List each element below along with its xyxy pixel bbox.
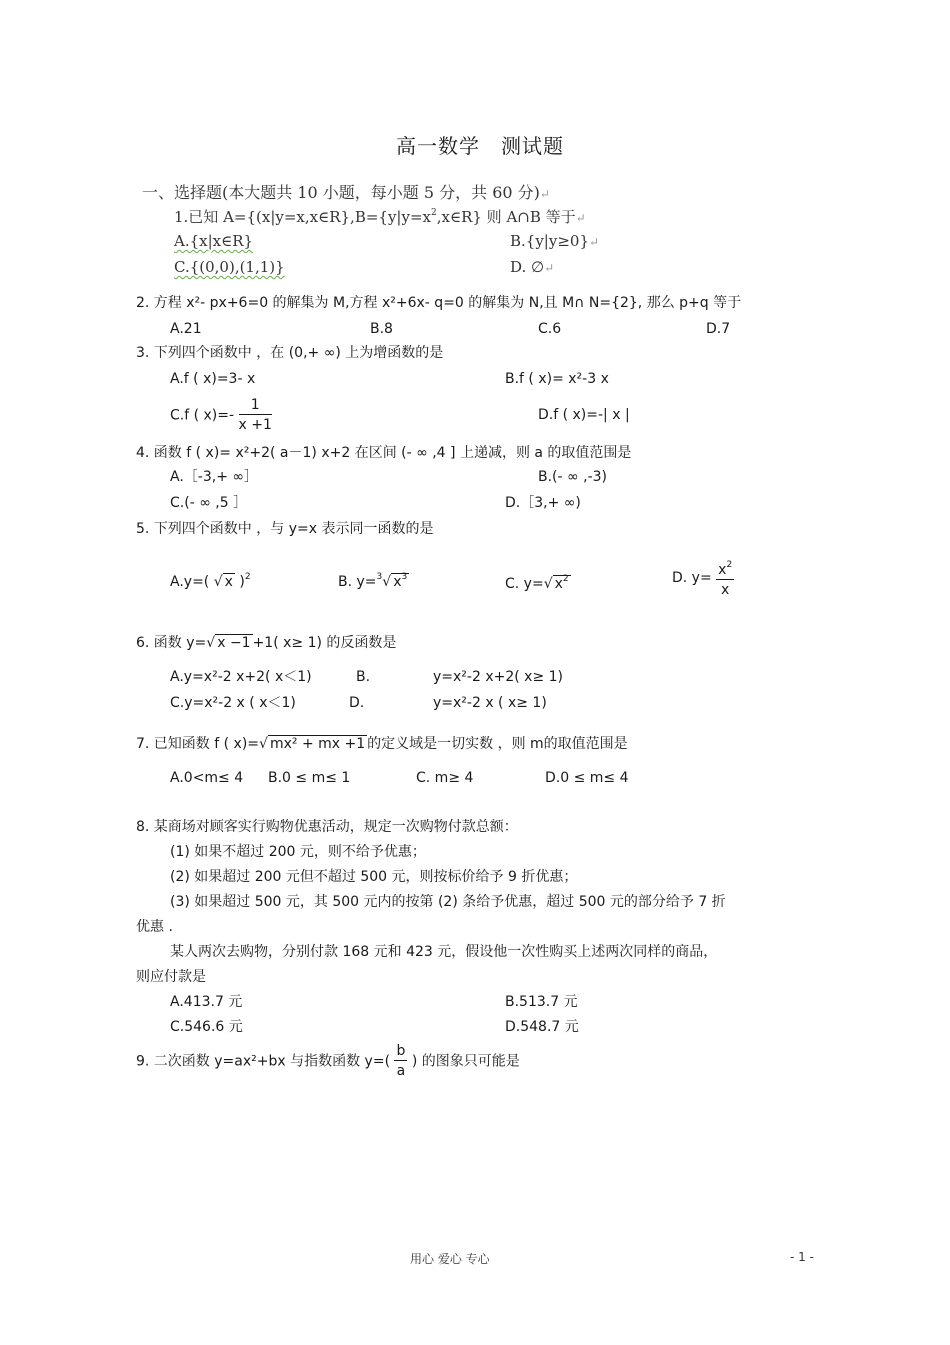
q5-option-a-prefix: A.y=( xyxy=(170,574,210,590)
q8-rule-2: (2) 如果超过 200 元但不超过 500 元，则按标价给予 9 折优惠； xyxy=(170,869,578,885)
q8-stem: 8. 某商场对顾客实行购物优惠活动，规定一次购物付款总额： xyxy=(136,819,518,835)
q6-stem-suffix: +1( x≥ 1) 的反函数是 xyxy=(252,635,397,651)
q9-stem xyxy=(136,1042,520,1081)
q7-stem-prefix: 7. 已知函数 f ( x)= xyxy=(136,736,260,752)
sqrt-radicand: x xyxy=(224,574,233,590)
q5-stem: 5. 下列四个函数中 ，与 y=x 表示同一函数的是 xyxy=(136,521,434,537)
q4-option-a: A.［-3,+ ∞］ xyxy=(170,469,259,485)
q5-option-d xyxy=(672,556,734,600)
q6-option-d: y=x²-2 x ( x≥ 1) xyxy=(433,695,547,711)
q3-option-c-prefix: C.f ( x)=- xyxy=(170,407,235,424)
q7-stem: 7. 已知函数 f ( x)=√ mx² + mx +1 的定义域是一切实数 ，则 m的取值范围是 xyxy=(136,736,628,752)
fraction-numerator xyxy=(716,556,734,580)
q8-rule-3-cont: 优惠 . xyxy=(136,919,173,935)
q8-rule-1: (1) 如果不超过 200 元，则不给予优惠； xyxy=(170,844,426,860)
q5-option-b: B. y=$^3$√ $x^3$ xyxy=(338,572,408,590)
q1-option-d-text: D. ∅ xyxy=(510,258,545,276)
q1-stem-part-c: ,x∈R} 则 A∩B 等于 xyxy=(436,208,576,226)
footer-motto: 用心 爱心 专心 xyxy=(410,1252,490,1266)
q5-option-a-suffix: ) xyxy=(239,574,245,590)
q9-stem-suffix: ) 的图象只可能是 xyxy=(411,1053,520,1070)
q8-option-a: A.413.7 元 xyxy=(170,994,243,1010)
q5-option-c: C. y=√ $x^2$ xyxy=(505,574,569,592)
q4-option-b: B.(- ∞ ,-3) xyxy=(538,469,608,485)
radicand-base: x xyxy=(554,576,563,592)
q7-stem-suffix: 的定义域是一切实数 ，则 m的取值范围是 xyxy=(367,736,628,752)
section-heading-text: 一、选择题(本大题共 10 小题，每小题 5 分，共 60 分) xyxy=(142,183,540,202)
q8-option-b: B.513.7 元 xyxy=(505,994,578,1010)
exponent: 2 xyxy=(562,574,569,584)
page-number: - 1 - xyxy=(790,1250,814,1264)
q1-stem xyxy=(174,206,586,227)
q3-option-c xyxy=(170,396,272,435)
sqrt-radicand: x −1 xyxy=(217,635,251,651)
q6-option-b-label: B. xyxy=(356,669,371,685)
q2-option-c: C.6 xyxy=(538,321,562,337)
q4-option-c: C.(- ∞ ,5 ］ xyxy=(170,495,248,511)
root-index: 3 xyxy=(376,572,383,582)
exponent: 2 xyxy=(726,560,733,570)
q2-option-d: D.7 xyxy=(706,321,731,337)
q5-option-b-prefix: B. y= xyxy=(338,574,377,590)
q2-option-a: A.21 xyxy=(170,321,202,337)
return-mark: ↵ xyxy=(575,211,586,225)
return-mark: ↵ xyxy=(539,187,550,201)
q1-option-b xyxy=(510,232,599,250)
q3-option-b: B.f ( x)= x²-3 x xyxy=(505,371,609,387)
q8-problem-line-2: 则应付款是 xyxy=(136,969,206,985)
q7-option-b: B.0 ≤ m≤ 1 xyxy=(268,770,351,786)
return-mark: ↵ xyxy=(544,261,555,275)
q1-option-c xyxy=(174,258,285,276)
radicand-base: x xyxy=(393,574,402,590)
q3-option-c-fraction xyxy=(239,396,272,435)
fraction-denominator: a xyxy=(396,1063,406,1079)
q3-stem: 3. 下列四个函数中 ，在 (0,+ ∞) 上为增函数的是 xyxy=(136,345,444,361)
q6-option-c: C.y=x²-2 x ( x＜1) xyxy=(170,695,296,711)
q1-option-d xyxy=(510,258,554,276)
q9-stem-prefix: 9. 二次函数 y=ax²+bx 与指数函数 y=( xyxy=(136,1053,391,1070)
numerator-base: x xyxy=(718,562,727,578)
q9-fraction xyxy=(394,1042,407,1081)
fraction-numerator: 1 xyxy=(239,396,272,415)
sqrt-radicand xyxy=(553,575,571,592)
q7-option-c: C. m≥ 4 xyxy=(416,770,474,786)
q1-option-c-text: C.{(0,0),(1,1)} xyxy=(174,258,285,276)
q6-option-b: y=x²-2 x+2( x≥ 1) xyxy=(433,669,563,685)
q5-option-c-prefix: C. y= xyxy=(505,576,544,592)
q1-stem-sup: 2 xyxy=(431,208,437,218)
q5-option-a: A.y=( √ x )$^2$ xyxy=(170,572,251,590)
page-title: 高一数学 测试题 xyxy=(396,134,564,158)
q1-option-b-text: B.{y|y≥0} xyxy=(510,232,589,250)
q8-rule-3: (3) 如果超过 500 元，其 500 元内的按第 (2) 条给予优惠，超过 500 元的部分给予 7 折 xyxy=(170,894,726,910)
q3-option-d: D.f ( x)=-| x | xyxy=(538,407,630,423)
q2-option-b: B.8 xyxy=(370,321,393,337)
section-heading xyxy=(142,180,550,203)
q1-option-a xyxy=(174,232,253,250)
q1-option-a-text: A.{x|x∈R} xyxy=(174,232,254,250)
q5-option-d-fraction xyxy=(716,556,734,600)
q5-option-d-prefix: D. y= xyxy=(672,570,712,586)
q1-stem-part-a: 1.已知 A={(x|y=x,x∈R},B={y|y=x xyxy=(174,208,431,226)
q7-option-d: D.0 ≤ m≤ 4 xyxy=(545,770,629,786)
q2-stem: 2. 方程 x²- px+6=0 的解集为 M,方程 x²+6x- q=0 的解集为 N,且 M∩ N={2}, 那么 p+q 等于 xyxy=(136,295,742,311)
q7-option-a: A.0<m≤ 4 xyxy=(170,770,244,786)
q4-option-d: D.［3,+ ∞) xyxy=(505,495,581,511)
exponent: 3 xyxy=(401,572,408,582)
sqrt-radicand xyxy=(391,573,409,590)
q8-problem-line-1: 某人两次去购物，分别付款 168 元和 423 元，假设他一次性购买上述两次同样的商品， xyxy=(170,944,718,960)
fraction-numerator: b xyxy=(396,1043,406,1059)
q3-option-a: A.f ( x)=3- x xyxy=(170,371,256,387)
return-mark: ↵ xyxy=(589,235,600,249)
q8-option-c: C.546.6 元 xyxy=(170,1019,243,1035)
q4-stem: 4. 函数 f ( x)= x²+2( a－1) x+2 在区间 (- ∞ ,4 ] 上递减，则 a 的取值范围是 xyxy=(136,445,632,461)
q6-option-d-label: D. xyxy=(349,695,365,711)
sqrt-radicand: mx² + mx +1 xyxy=(269,736,366,752)
q6-option-a: A.y=x²-2 x+2( x＜1) xyxy=(170,669,312,685)
q6-stem-prefix: 6. 函数 y= xyxy=(136,635,207,651)
fraction-denominator: x xyxy=(721,582,730,598)
q8-option-d: D.548.7 元 xyxy=(505,1019,579,1035)
exponent: 2 xyxy=(244,572,251,582)
q6-stem: 6. 函数 y=√ x −1 +1( x≥ 1) 的反函数是 xyxy=(136,635,397,651)
fraction-denominator: x +1 xyxy=(238,417,272,433)
